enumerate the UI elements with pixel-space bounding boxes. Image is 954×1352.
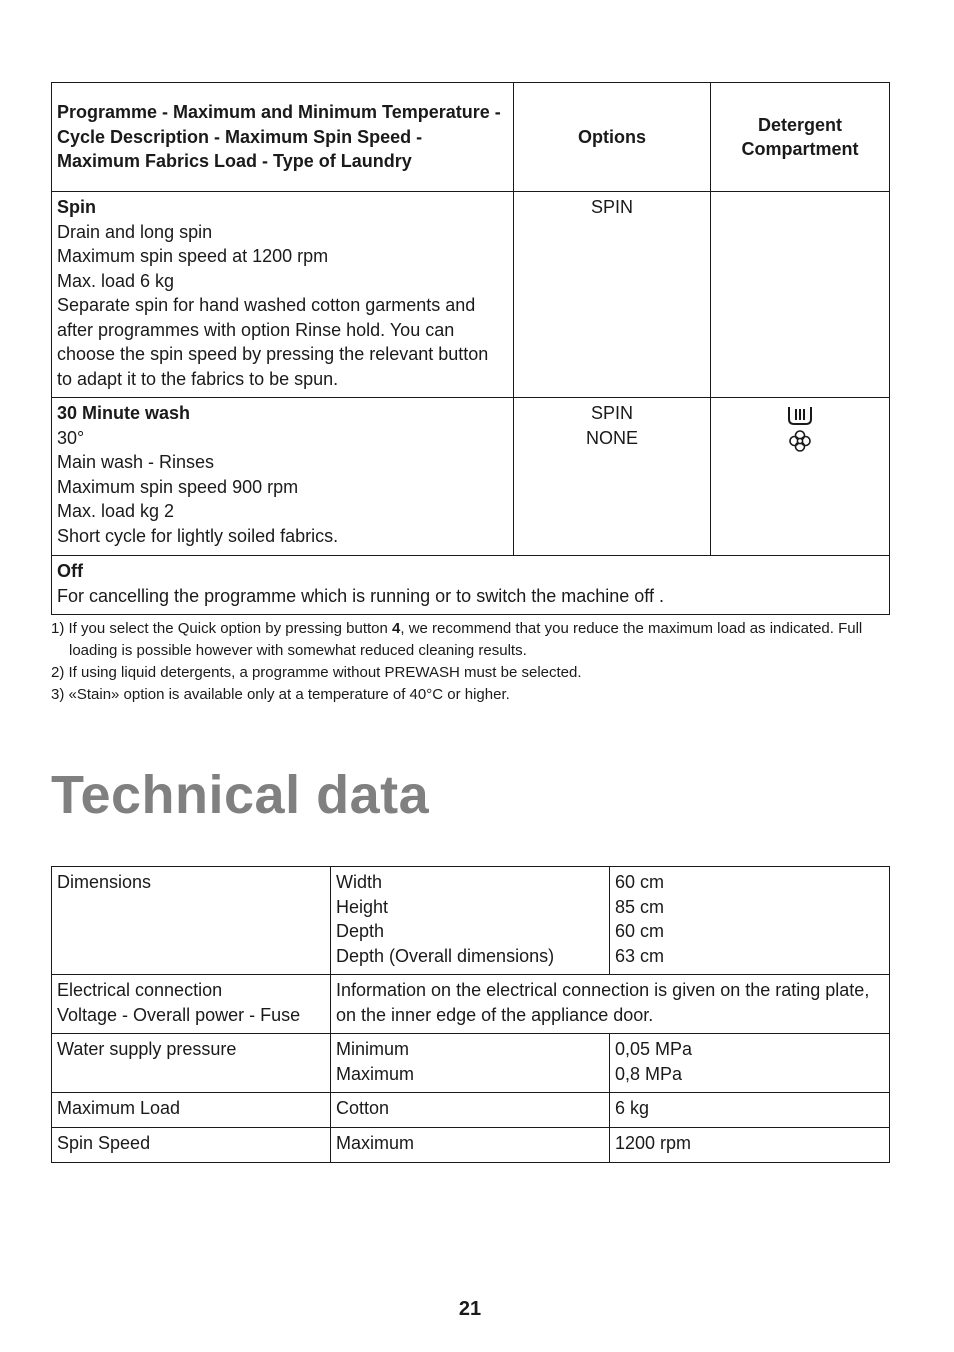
table-row — [52, 975, 890, 1034]
max-load-value: 6 kg — [610, 1093, 890, 1128]
dimension-item: Height — [336, 896, 389, 917]
electrical-label-line: Voltage - Overall power - Fuse — [57, 1004, 301, 1025]
spin-speed-item: Maximum — [331, 1128, 610, 1163]
programme-table — [51, 82, 890, 615]
water-item: Maximum — [336, 1063, 415, 1084]
fabric-softener-flower-icon — [788, 429, 812, 453]
programme-description — [52, 398, 514, 556]
programme-line: Drain and long spin — [57, 221, 213, 242]
table-row — [52, 556, 890, 615]
footnote-3: 3) «Stain» option is available only at a temperature of 40°C or higher. — [51, 686, 510, 703]
table-row — [52, 1093, 890, 1128]
table-row — [52, 398, 890, 556]
programme-line: Main wash - Rinses — [57, 452, 215, 472]
footnotes — [51, 618, 891, 706]
programme-name: Spin — [57, 197, 96, 217]
dimensions-values — [610, 867, 890, 975]
programme-options — [514, 398, 711, 556]
programme-line: Separate spin for hand washed cotton garments and after programmes with option Rinse hold. You can choose the spin speed by pressing the relevant button to adapt it to the fabrics to be spun. — [57, 295, 489, 389]
programme-name: Off — [57, 561, 83, 581]
electrical-label-line: Electrical connection — [57, 980, 223, 1000]
option-value: NONE — [585, 427, 638, 448]
dimension-item: Width — [336, 872, 383, 892]
header-detergent: Detergent Compartment — [711, 83, 890, 192]
water-item: Minimum — [336, 1039, 410, 1059]
section-title: Technical data — [51, 765, 430, 825]
dimensions-items — [331, 867, 610, 975]
programme-table-header — [52, 83, 890, 192]
spin-speed-value: 1200 rpm — [610, 1128, 890, 1163]
programme-line: 30° — [57, 427, 85, 448]
programme-line: Short cycle for lightly soiled fabrics. — [57, 525, 339, 546]
programme-options — [514, 192, 711, 398]
programme-line: Maximum spin speed 900 rpm — [57, 476, 299, 497]
programme-line: Max. load kg 2 — [57, 501, 175, 521]
programme-detergent — [711, 192, 890, 398]
main-wash-compartment-icon — [787, 405, 813, 427]
programme-detergent — [711, 398, 890, 556]
water-value: 0,05 MPa — [615, 1039, 693, 1059]
page-number: 21 — [458, 1298, 482, 1320]
footnote-2: 2) If using liquid detergents, a programme without PREWASH must be selected. — [51, 664, 582, 681]
electrical-info: Information on the electrical connection is given on the rating plate, on the inner edge of the appliance door. — [331, 975, 890, 1034]
max-load-label: Maximum Load — [52, 1093, 331, 1128]
water-label: Water supply pressure — [52, 1034, 331, 1093]
programme-line: Max. load 6 kg — [57, 270, 175, 291]
footnote-text: , we recommend that you reduce the maximum load as indicated. Full loading is possible however with somewhat reduced cleaning results. — [69, 620, 863, 659]
footnote-1 — [51, 618, 891, 662]
water-value: 0,8 MPa — [615, 1063, 683, 1084]
water-items — [331, 1034, 610, 1093]
dimension-value: 63 cm — [615, 945, 665, 966]
table-row — [52, 1034, 890, 1093]
dimension-value: 60 cm — [615, 921, 665, 941]
dimension-value: 60 cm — [615, 872, 665, 892]
footnote-button-number: 4 — [392, 620, 401, 637]
programme-line: Maximum spin speed at 1200 rpm — [57, 246, 329, 266]
table-row — [52, 867, 890, 975]
programme-description — [52, 556, 890, 615]
water-values — [610, 1034, 890, 1093]
programme-line: For cancelling the programme which is running or to switch the machine off . — [57, 585, 664, 606]
dimension-item: Depth — [336, 921, 385, 941]
technical-data-table — [51, 866, 890, 1163]
spin-speed-label: Spin Speed — [52, 1128, 331, 1163]
dimensions-label: Dimensions — [52, 867, 331, 975]
option-value: SPIN — [590, 403, 633, 423]
electrical-label — [52, 975, 331, 1034]
table-row — [52, 1128, 890, 1163]
header-programme: Programme - Maximum and Minimum Temperature - Cycle Description - Maximum Spin Speed - Maximum Fabrics Load - Type of Laundry — [52, 83, 514, 192]
footnote-text: 1) If you select the Quick option by pressing button — [51, 620, 393, 637]
dimension-value: 85 cm — [615, 896, 665, 917]
programme-name: 30 Minute wash — [57, 403, 191, 423]
programme-description — [52, 192, 514, 398]
header-options: Options — [514, 83, 711, 192]
dimension-item: Depth (Overall dimensions) — [336, 945, 555, 966]
option-value: SPIN — [590, 197, 633, 217]
max-load-item: Cotton — [331, 1093, 610, 1128]
table-row — [52, 192, 890, 398]
